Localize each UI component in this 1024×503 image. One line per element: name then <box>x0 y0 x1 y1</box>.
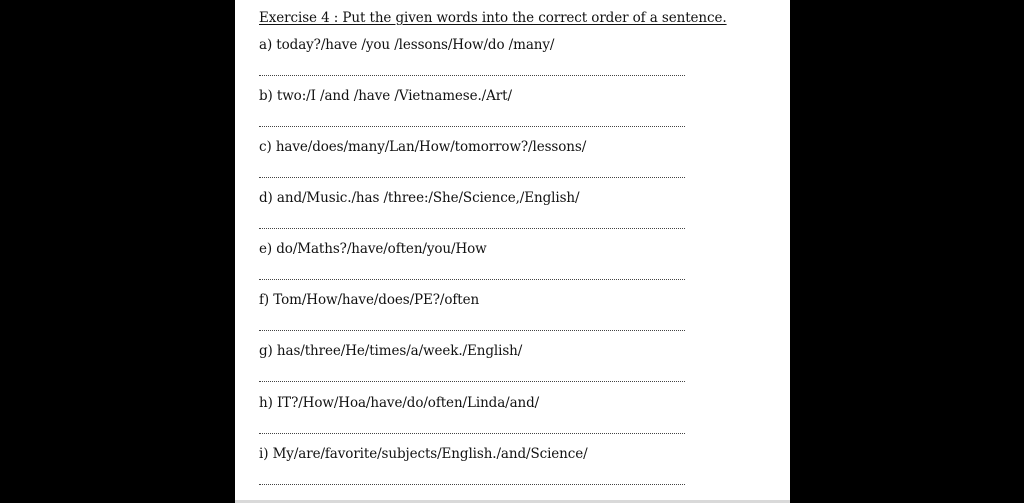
worksheet-page <box>235 0 790 503</box>
exercise-item-a <box>259 37 689 83</box>
item-prompt: b) two:/I /and /have /Vietnamese./Art/ <box>259 88 512 104</box>
exercise-item-i <box>259 446 689 492</box>
exercise-title: Exercise 4 : Put the given words into the correct order of a sentence. <box>259 10 727 26</box>
exercise-item-b <box>259 88 689 134</box>
exercise-item-d <box>259 190 689 236</box>
answer-line <box>259 381 685 382</box>
item-prompt: e) do/Maths?/have/often/you/How <box>259 241 487 257</box>
exercise-item-h <box>259 395 689 441</box>
answer-line <box>259 75 685 76</box>
item-prompt: f) Tom/How/have/does/PE?/often <box>259 292 480 308</box>
answer-line <box>259 433 685 434</box>
answer-line <box>259 330 685 331</box>
exercise-item-f <box>259 292 689 338</box>
exercise-item-c <box>259 139 689 185</box>
item-prompt: h) IT?/How/Hoa/have/do/often/Linda/and/ <box>259 395 540 411</box>
answer-line <box>259 177 685 178</box>
item-prompt: c) have/does/many/Lan/How/tomorrow?/lessons/ <box>259 139 587 155</box>
exercise-item-e <box>259 241 689 287</box>
item-prompt: a) today?/have /you /lessons/How/do /many/ <box>259 37 555 53</box>
answer-line <box>259 228 685 229</box>
exercise-item-g <box>259 343 689 389</box>
answer-line <box>259 484 685 485</box>
item-prompt: d) and/Music./has /three:/She/Science,/English/ <box>259 190 580 206</box>
item-prompt: g) has/three/He/times/a/week./English/ <box>259 343 523 359</box>
item-prompt: i) My/are/favorite/subjects/English./and/Science/ <box>259 446 588 462</box>
answer-line <box>259 126 685 127</box>
answer-line <box>259 279 685 280</box>
